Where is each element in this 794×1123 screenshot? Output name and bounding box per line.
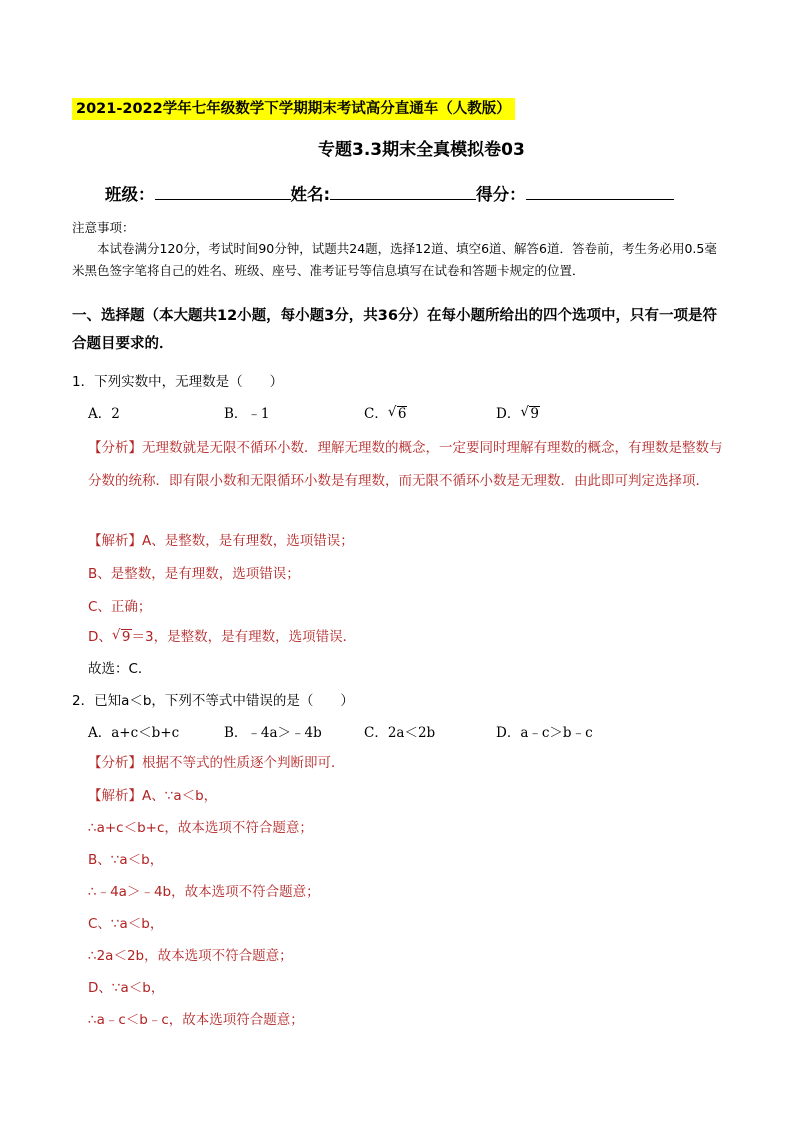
- student-info-row: [105, 180, 674, 207]
- q1-answer: 故选：C．: [88, 661, 152, 677]
- notice-body: 本试卷满分120分，考试时间90分钟，试题共24题，选择12道、填空6道、解答6道．答卷前，考生务必用0.5毫米黑色签字笔将自己的姓名、班级、座号、准考证号等信息填写在试卷和答题卡规定的位置．: [72, 241, 717, 278]
- q2-solution-line: ∴a﹣c＜b﹣c，故本选项符合题意；: [88, 1012, 304, 1028]
- question-2-stem: 2．已知a＜b，下列不等式中错误的是（ ）: [72, 693, 354, 709]
- sqrt-symbol: √ 6: [387, 404, 407, 422]
- q1-option-a: A．2: [88, 406, 120, 422]
- q1-solution-d-prefix: D、: [88, 629, 112, 645]
- q2-solution-line: B、∵a＜b，: [88, 852, 164, 868]
- q2-solution-line: ∴a+c＜b+c，故本选项不符合题意；: [88, 820, 313, 836]
- q1-option-d-prefix: D．: [496, 406, 521, 422]
- series-banner: 2021-2022学年七年级数学下学期期末考试高分直通车（人教版）: [72, 98, 515, 120]
- q2-solution-line: D、∵a＜b，: [88, 980, 165, 996]
- q1-solution-line-c: C、正确；: [88, 599, 152, 615]
- q1-option-c-radicand: 6: [397, 406, 407, 422]
- name-label: 姓名:: [290, 185, 331, 204]
- sqrt-symbol: √ 9: [111, 627, 131, 645]
- q2-solution-tag: 【解析】: [88, 788, 142, 804]
- q1-option-c: [364, 404, 407, 424]
- notice-heading: 注意事项：: [72, 220, 135, 235]
- question-1-stem: 1．下列实数中，无理数是（ ）: [72, 374, 284, 390]
- q1-option-d-radicand: 9: [530, 406, 539, 422]
- class-label: 班级：: [105, 185, 155, 204]
- q1-analysis: [88, 432, 728, 498]
- q2-solution-line: [88, 786, 217, 806]
- q1-solution-line-a: [88, 531, 354, 551]
- q2-option-b: B．﹣4a＞﹣4b: [224, 725, 322, 741]
- q2-solution-line: C、∵a＜b，: [88, 916, 164, 932]
- q1-solution-d-suffix: ＝3，是整数，是有理数，选项错误．: [131, 629, 357, 645]
- q2-option-a: A．a+c＜b+c: [88, 725, 180, 741]
- section-heading: 一、选择题（本大题共12小题，每小题3分，共36分）在每小题所给出的四个选项中，只有一项是符合题目要求的．: [72, 308, 717, 352]
- q2-solution-line-0: A、∵a＜b，: [142, 788, 218, 804]
- q2-solution-line: ∴2a＜2b，故本选项不符合题意；: [88, 948, 293, 964]
- page-title: 专题3.3期末全真模拟卷03: [318, 140, 525, 160]
- q1-solution-line-d: [88, 627, 356, 647]
- name-field[interactable]: [330, 180, 476, 200]
- class-field[interactable]: [155, 180, 291, 200]
- score-field[interactable]: [526, 180, 674, 200]
- q2-analysis-tag: 【分析】: [88, 755, 142, 771]
- score-label: 得分：: [476, 185, 526, 204]
- q1-solution-tag: 【解析】: [88, 533, 142, 549]
- q2-solution-line: ∴﹣4a＞﹣4b，故本选项不符合题意；: [88, 884, 320, 900]
- q1-solution-line-b: B、是整数，是有理数，选项错误；: [88, 566, 300, 582]
- q1-analysis-tag: 【分析】: [88, 440, 142, 456]
- q1-analysis-text: 无理数就是无限不循环小数．理解无理数的概念，一定要同时理解有理数的概念，有理数是整数与分数的统称．即有限小数和无限循环小数是有理数，而无限不循环小数是无理数．由此即可判定选择项．: [88, 440, 723, 489]
- q2-analysis-text: 根据不等式的性质逐个判断即可．: [142, 755, 345, 771]
- q1-option-d: [496, 404, 540, 424]
- q1-solution-a: A、是整数，是有理数，选项错误；: [142, 533, 354, 549]
- q1-option-c-prefix: C．: [364, 406, 388, 422]
- q1-option-b: B．﹣1: [224, 406, 270, 422]
- sqrt-symbol: √ 9: [520, 404, 539, 422]
- q2-analysis: [88, 753, 345, 773]
- q1-solution-d-radicand: 9: [121, 629, 131, 645]
- q2-option-d: D．a﹣c＞b﹣c: [496, 725, 593, 741]
- q2-option-c: C．2a＜2b: [364, 725, 436, 741]
